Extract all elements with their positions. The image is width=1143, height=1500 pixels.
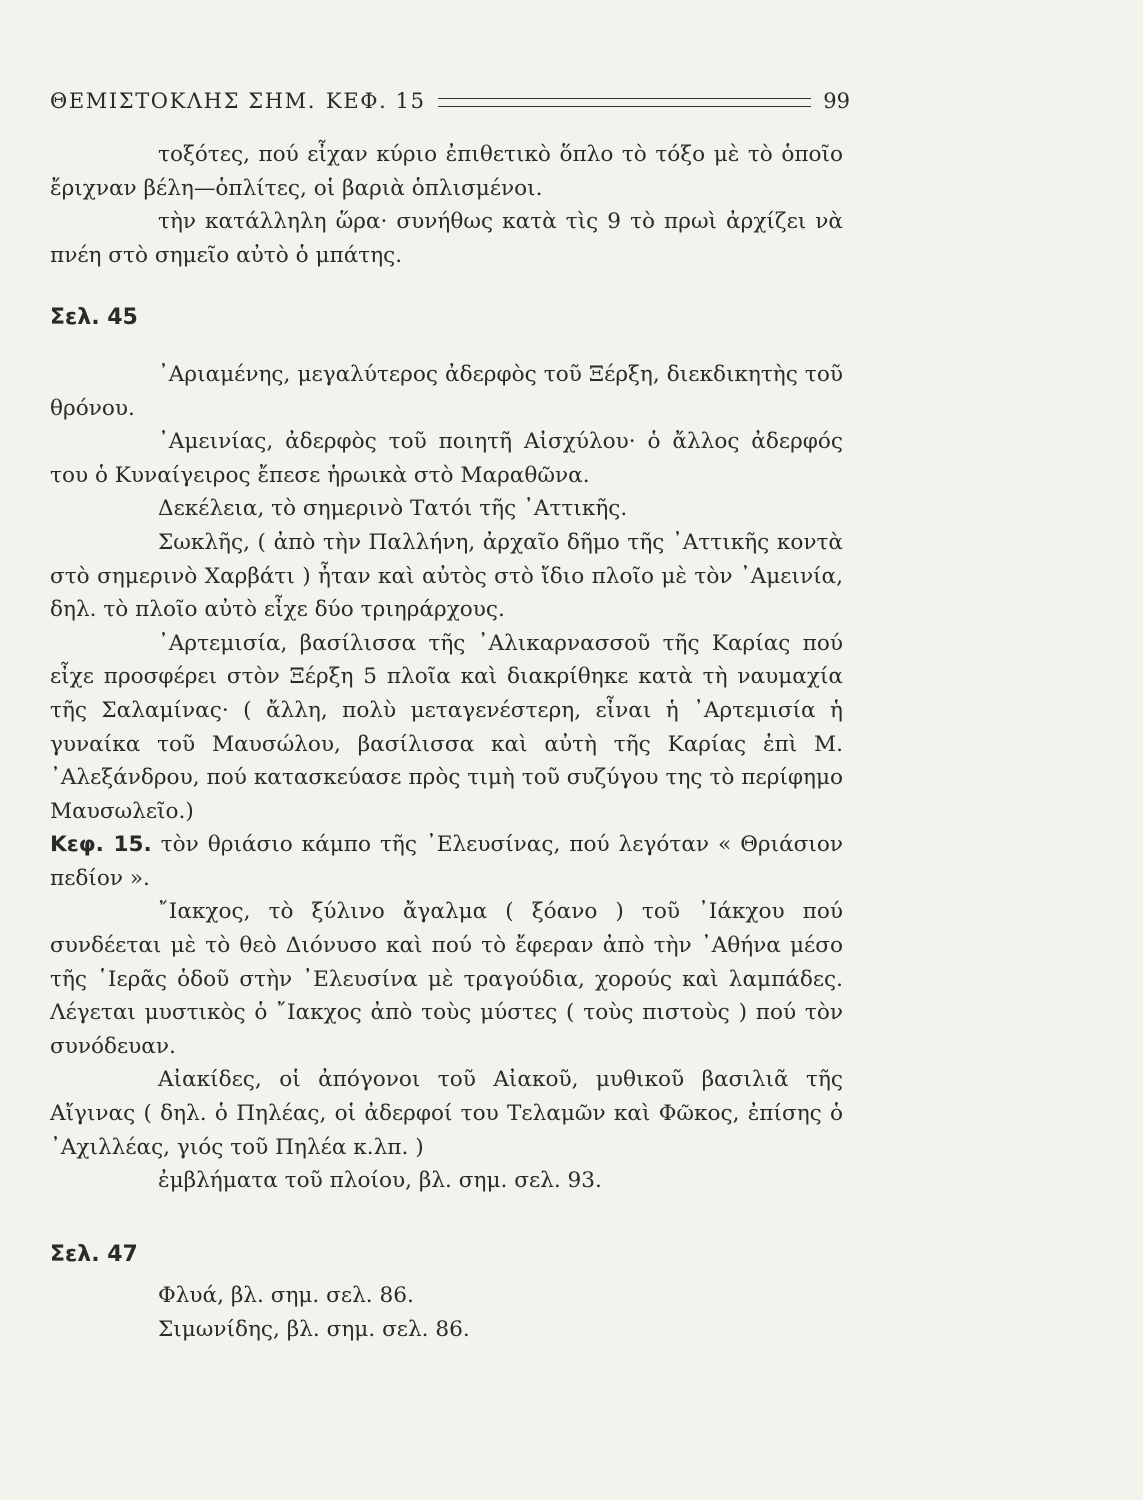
- note-paragraph: Σωκλῆς, ( ἀπὸ τὴν Παλλήνη, ἀρχαῖο δῆμο τῆς ᾿Αττικῆς κοντὰ στὸ σημερινὸ Χαρβάτι ) ἦταν καὶ αὐτὸς στὸ ἴδιο πλοῖο μὲ τὸν ᾿Αμεινία, δηλ. τὸ πλοῖο αὐτὸ εἶχε δύο τριηράρχους.: [50, 529, 843, 623]
- note-paragraph: Αἰακίδες, οἱ ἀπόγονοι τοῦ Αἰακοῦ, μυθικοῦ βασιλιᾶ τῆς Αἴγινας ( δηλ. ὁ Πηλέας, οἱ ἀδερφοί του Τελαμῶν καὶ Φῶκος, ἐπίσης ὁ ᾿Αχιλλέας, γιός τοῦ Πηλέα κ.λπ. ): [50, 1067, 843, 1160]
- running-title: ΘΕΜΙΣΤΟΚΛΗΣ ΣΗΜ.: [50, 89, 317, 113]
- chapter-note: [50, 828, 843, 895]
- running-header: [50, 84, 850, 118]
- header-rule: [438, 98, 812, 107]
- note-paragraph: ᾿Αριαμένης, μεγαλύτερος ἀδερφὸς τοῦ Ξέρξη, διεκδικητὴς τοῦ θρόνου.: [50, 361, 843, 421]
- note-paragraph: Δεκέλεια, τὸ σημερινὸ Τατόι τῆς ᾿Αττικῆς.: [158, 496, 628, 522]
- note-paragraph: ἐμβλήματα τοῦ πλοίου, βλ. σημ. σελ. 93.: [158, 1168, 602, 1194]
- note-paragraph: ῎Ιακχος, τὸ ξύλινο ἄγαλμα ( ξόανο ) τοῦ ᾿Ιάκχου πού συνδέεται μὲ τὸ θεὸ Διόνυσο καὶ πού τὸ ἔφεραν ἀπὸ τὴν ᾿Αθήνα μέσο τῆς ῾Ιερᾶς ὁδοῦ στὴν ᾿Ελευσίνα μὲ τραγούδια, χορούς καὶ λαμπάδες. Λέγεται μυστικὸς ὁ ῎Ιακχος ἀπὸ τοὺς μύστες ( τοὺς πιστοὺς ) πού τὸν συνόδευαν.: [50, 899, 843, 1059]
- cross-reference: Φλυά, βλ. σημ. σελ. 86.: [158, 1283, 414, 1309]
- chapter-note-label: Κεφ. 15.: [50, 832, 152, 858]
- note-paragraph: ᾿Αμεινίας, ἀδερφὸς τοῦ ποιητῆ Αἰσχύλου· ὁ ἄλλος ἀδερφός του ὁ Κυναίγειρος ἔπεσε ἡρωικὰ στὸ Μαραθῶνα.: [50, 429, 843, 488]
- cross-reference: Σιμωνίδης, βλ. σημ. σελ. 86.: [158, 1317, 470, 1342]
- page-number: 99: [823, 89, 850, 113]
- note-paragraph: ᾿Αρτεμισία, βασίλισσα τῆς ᾿Αλικαρνασσοῦ τῆς Καρίας πού εἶχε προσφέρει στὸν Ξέρξη 5 πλοῖα καὶ διακρίθηκε κατὰ τὴ ναυμαχία τῆς Σαλαμίνας· ( ἄλλη, πολὺ μεταγενέστερη, εἶναι ἡ ᾿Αρτεμισία ἡ γυναίκα τοῦ Μαυσώλου, βασίλισσα καὶ αὐτὴ τῆς Καρίας ἐπὶ Μ. ᾿Αλεξάνδρου, πού κατασκεύασε πρὸς τιμὴ τοῦ συζύγου της τὸ περίφημο Μαυσωλεῖο.): [50, 630, 843, 824]
- page-body: [50, 138, 843, 1347]
- section-heading-sel-45: Σελ. 45: [50, 305, 138, 331]
- note-paragraph: τοξότες, πού εἶχαν κύριο ἐπιθετικὸ ὅπλο τὸ τόξο μὲ τὸ ὁποῖο ἔριχναν βέλη—ὁπλίτες, οἱ βαριὰ ὁπλισμένοι.: [50, 142, 843, 201]
- note-paragraph: τὴν κατάλληλη ὥρα· συνήθως κατὰ τὶς 9 τὸ πρωὶ ἀρχίζει νὰ πνέη στὸ σημεῖο αὐτὸ ὁ μπάτης.: [50, 209, 843, 268]
- section-heading-sel-47: Σελ. 47: [50, 1241, 138, 1267]
- chapter-marker: ΚΕΦ. 15: [326, 89, 426, 113]
- chapter-note-text: τὸν θριάσιο κάμπο τῆς ᾿Ελευσίνας, πού λεγόταν « Θριάσιον πεδίον ».: [50, 832, 843, 891]
